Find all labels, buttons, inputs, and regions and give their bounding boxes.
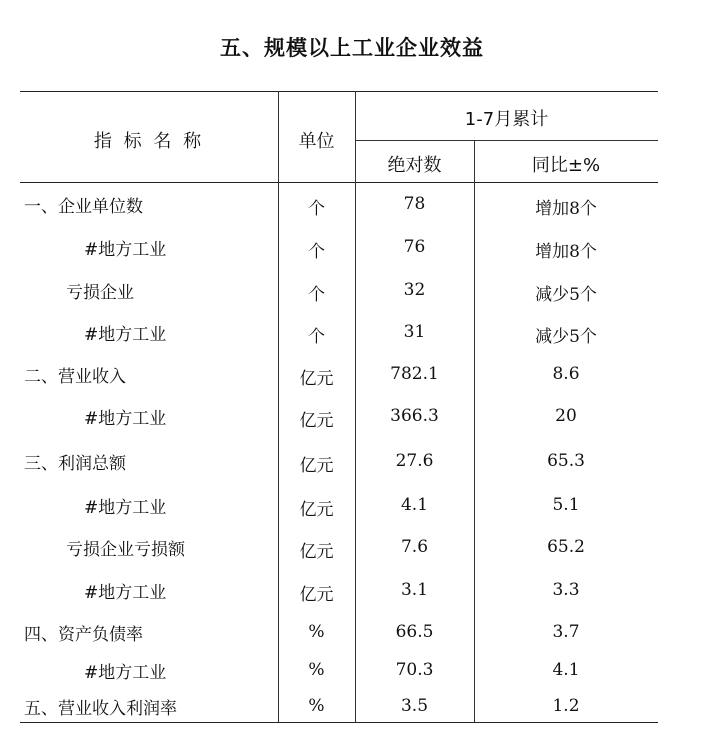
row-unit: 个: [308, 242, 325, 262]
row-name: 二、营业收入: [24, 367, 126, 387]
row-value: 7.6: [400, 537, 429, 557]
row-name: #地方工业: [84, 663, 167, 683]
row-unit: 个: [308, 327, 325, 347]
row-value: 782.1: [390, 364, 439, 384]
row-change: 增加8个: [535, 199, 597, 219]
table-top-border: [20, 91, 658, 92]
row-value: 3.5: [400, 696, 429, 716]
row-name: #地方工业: [84, 240, 167, 260]
row-change: 20: [555, 406, 577, 426]
row-value: 78: [403, 194, 426, 214]
row-unit: 亿元: [299, 500, 334, 520]
row-change: 减少5个: [535, 327, 597, 347]
row-change: 增加8个: [535, 242, 597, 262]
header-indicator: 指 标 名 称: [93, 131, 205, 152]
row-unit: 亿元: [299, 369, 334, 389]
header-yoy: 同比±%: [531, 155, 601, 176]
row-name: 亏损企业亏损额: [66, 540, 185, 560]
row-name: 五、营业收入利润率: [24, 699, 177, 719]
header-absolute: 绝对数: [387, 155, 442, 176]
row-name: 四、资产负债率: [24, 625, 143, 645]
row-value: 32: [403, 280, 426, 300]
row-change: 65.3: [547, 451, 585, 471]
row-value: 3.1: [400, 580, 429, 600]
row-unit: 亿元: [299, 585, 334, 605]
row-change: 3.7: [552, 622, 580, 642]
row-name: #地方工业: [84, 583, 167, 603]
row-value: 70.3: [395, 660, 434, 680]
header-sub-divider: [355, 140, 658, 141]
row-change: 3.3: [552, 580, 580, 600]
row-value: 76: [403, 237, 426, 257]
row-change: 4.1: [552, 660, 580, 680]
row-change: 减少5个: [535, 285, 597, 305]
row-change: 65.2: [547, 537, 585, 557]
row-value: 366.3: [390, 406, 439, 426]
header-unit: 单位: [298, 131, 335, 152]
row-value: 4.1: [400, 495, 429, 515]
row-unit: 个: [308, 199, 325, 219]
row-change: 8.6: [552, 364, 580, 384]
row-unit: %: [308, 622, 325, 642]
row-name: 亏损企业: [66, 283, 134, 303]
table-bottom-border: [20, 722, 658, 723]
row-value: 31: [403, 322, 426, 342]
row-unit: %: [308, 696, 325, 716]
row-unit: %: [308, 660, 325, 680]
row-name: #地方工业: [84, 409, 167, 429]
header-period: 1-7月累计: [464, 109, 549, 130]
page-title: 五、规模以上工业企业效益: [220, 36, 484, 60]
row-change: 5.1: [552, 495, 580, 515]
row-unit: 个: [308, 285, 325, 305]
row-unit: 亿元: [299, 411, 334, 431]
row-name: #地方工业: [84, 325, 167, 345]
row-name: #地方工业: [84, 498, 167, 518]
row-value: 66.5: [395, 622, 434, 642]
row-name: 一、企业单位数: [24, 197, 143, 217]
row-unit: 亿元: [299, 542, 334, 562]
row-unit: 亿元: [299, 456, 334, 476]
row-change: 1.2: [552, 696, 580, 716]
row-name: 三、利润总额: [24, 454, 126, 474]
row-value: 27.6: [395, 451, 434, 471]
header-bottom-border: [20, 182, 658, 183]
